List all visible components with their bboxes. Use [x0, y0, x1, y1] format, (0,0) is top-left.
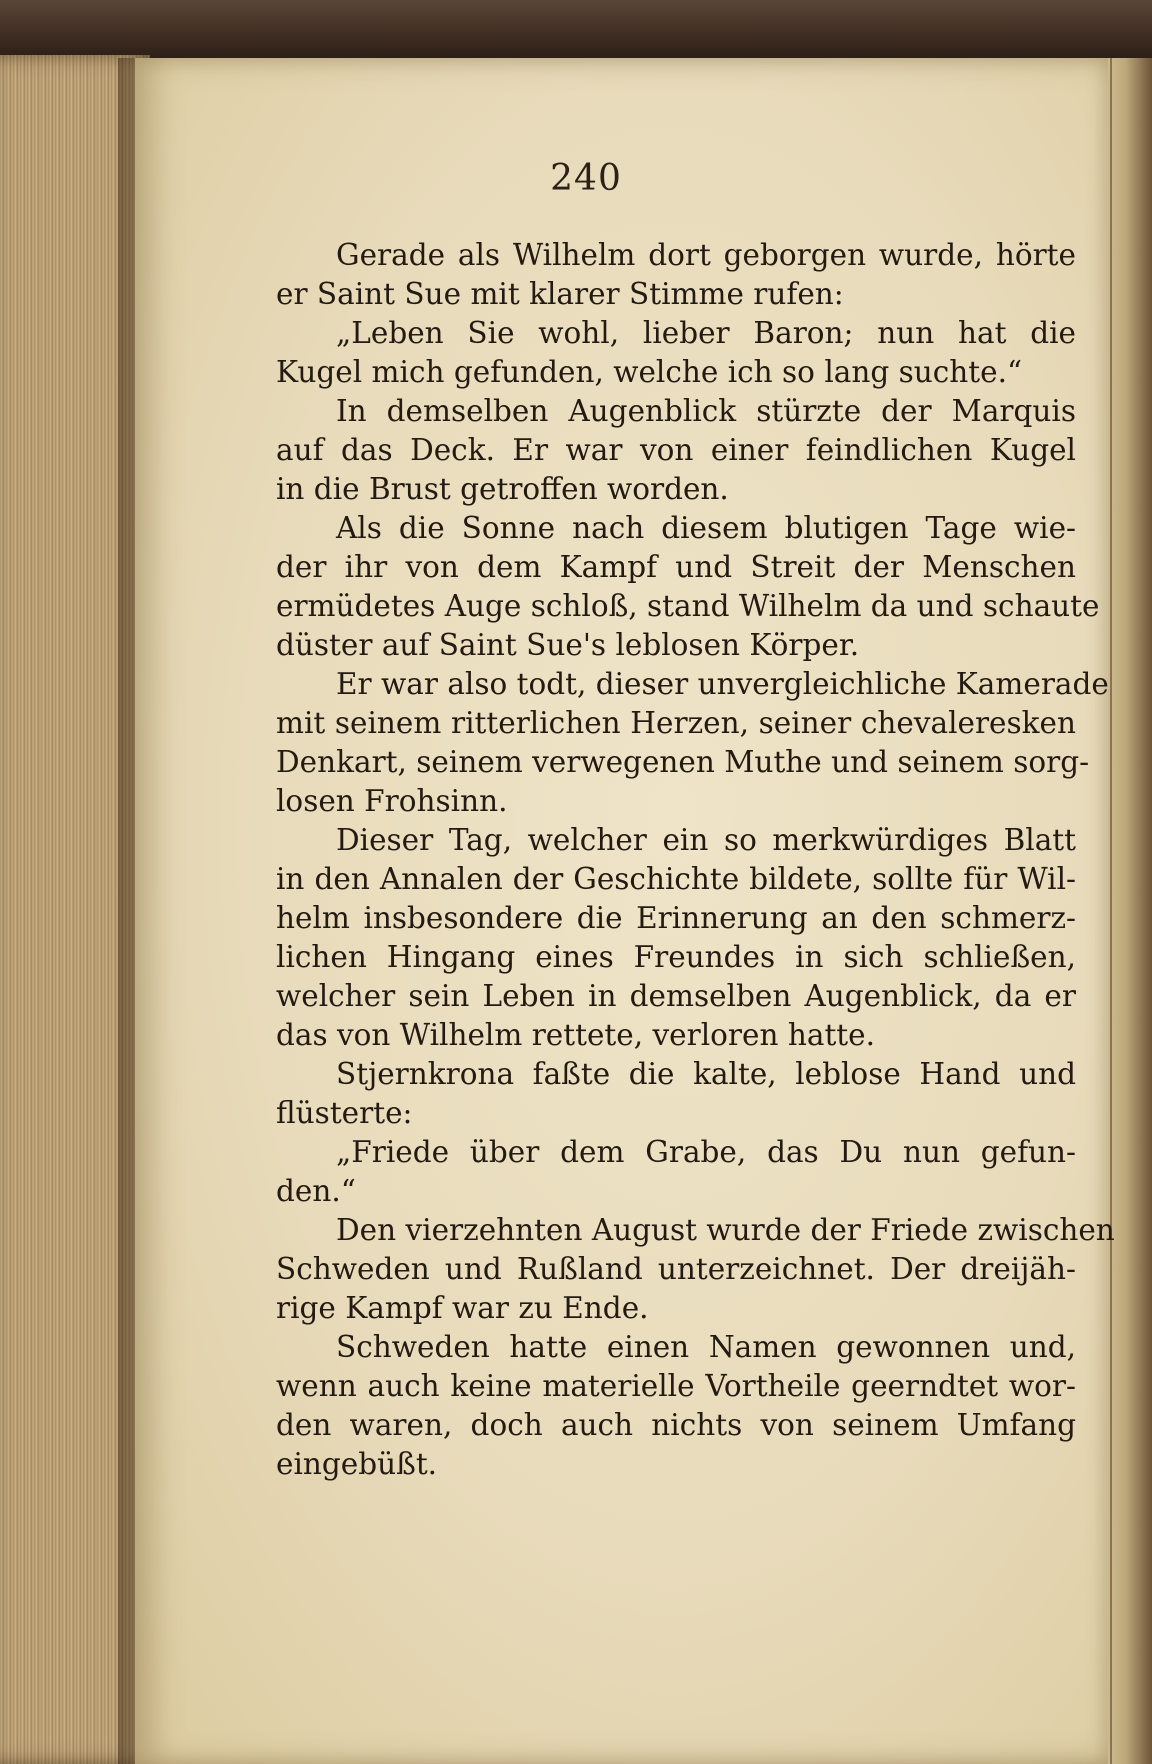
text-line: Als die Sonne nach diesem blutigen Tage wie-	[336, 511, 1076, 545]
text-line: losen Frohsinn.	[276, 784, 508, 818]
text-line: Schweden und Rußland unterzeichnet. Der dreijäh-	[276, 1252, 1076, 1286]
text-line: wenn auch keine materielle Vortheile geerndtet wor-	[276, 1369, 1076, 1403]
body-text	[276, 236, 1115, 1484]
text-line: Dieser Tag, welcher ein so merkwürdiges Blatt	[336, 823, 1076, 857]
gutter-fold	[1110, 58, 1112, 1764]
text-line: helm insbesondere die Erinnerung an den schmerz-	[276, 901, 1076, 935]
text-line: Schweden hatte einen Namen gewonnen und,	[336, 1330, 1076, 1364]
text-line: In demselben Augenblick stürzte der Marquis	[336, 394, 1076, 428]
text-line: Gerade als Wilhelm dort geborgen wurde, hörte	[336, 238, 1076, 272]
text-line: den waren, doch auch nichts von seinem Umfang	[276, 1408, 1076, 1442]
text-line: Den vierzehnten August wurde der Friede zwischen	[336, 1213, 1115, 1247]
text-line: welcher sein Leben in demselben Augenblick, da er	[276, 979, 1076, 1013]
text-line: den.“	[276, 1174, 356, 1208]
text-line: düster auf Saint Sue's leblosen Körper.	[276, 628, 860, 662]
text-line: lichen Hingang eines Freundes in sich schließen,	[276, 940, 1076, 974]
text-line: Kugel mich gefunden, welche ich so lang suchte.“	[276, 355, 1023, 389]
text-line: in die Brust getroffen worden.	[276, 472, 729, 506]
text-line: eingebüßt.	[276, 1447, 438, 1481]
text-line: „Friede über dem Grabe, das Du nun gefun-	[336, 1135, 1076, 1169]
text-line: auf das Deck. Er war von einer feindlichen Kugel	[276, 433, 1076, 467]
text-line: ermüdetes Auge schloß, stand Wilhelm da und schaute	[276, 589, 1100, 623]
text-line: Er war also todt, dieser unvergleichliche Kamerade	[336, 667, 1109, 701]
text-line: Stjernkrona faßte die kalte, leblose Hand und	[336, 1057, 1076, 1091]
text-line: rige Kampf war zu Ende.	[276, 1291, 649, 1325]
facing-page-gutter	[1108, 58, 1152, 1764]
text-line: das von Wilhelm rettete, verloren hatte.	[276, 1018, 875, 1052]
text-line: er Saint Sue mit klarer Stimme rufen:	[276, 277, 844, 311]
text-line: „Leben Sie wohl, lieber Baron; nun hat die	[336, 316, 1076, 350]
text-line: in den Annalen der Geschichte bildete, sollte für Wil-	[276, 862, 1076, 896]
book-cover-edge	[0, 0, 1152, 62]
text-line: mit seinem ritterlichen Herzen, seiner chevaleresken	[276, 706, 1076, 740]
page-number: 240	[550, 158, 622, 199]
text-line: flüsterte:	[276, 1096, 413, 1130]
text-line: der ihr von dem Kampf und Streit der Menschen	[276, 550, 1076, 584]
text-line: Denkart, seinem verwegenen Muthe und seinem sorg-	[276, 745, 1090, 779]
